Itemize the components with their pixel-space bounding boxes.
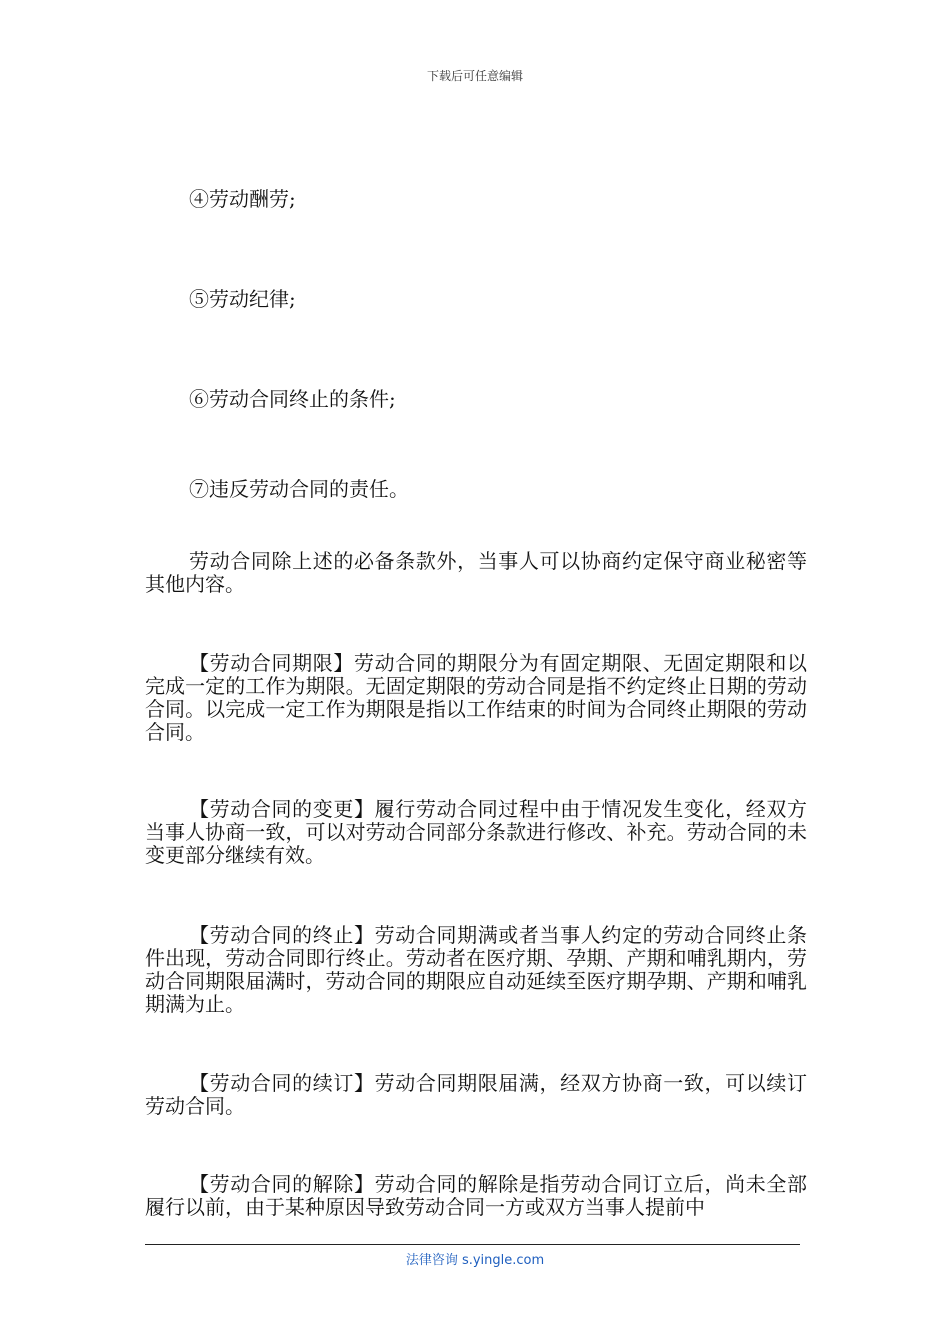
paragraph-contract-change: 【劳动合同的变更】履行劳动合同过程中由于情况发生变化，经双方当事人协商一致，可以对劳动合同部分条款进行修改、补充。劳动合同的未变更部分继续有效。 [145,797,807,867]
header-note: 下载后可任意编辑 [426,69,523,83]
list-item: ④劳动酬劳; [189,187,296,211]
footer-link[interactable]: 法律咨询 s.yingle.com [405,1253,545,1268]
paragraph-contract-term: 【劳动合同期限】劳动合同的期限分为有固定期限、无固定期限和以完成一定的工作为期限。无固定期限的劳动合同是指不约定终止日期的劳动合同。以完成一定工作为期限是指以工作结束的时间为合同终止期限的劳动合同。 [145,651,807,744]
list-item: ⑥劳动合同终止的条件; [189,387,396,411]
paragraph-contract-renewal: 【劳动合同的续订】劳动合同期限届满，经双方协商一致，可以续订劳动合同。 [145,1071,807,1118]
paragraph-contract-dissolution: 【劳动合同的解除】劳动合同的解除是指劳动合同订立后，尚未全部履行以前，由于某种原因导致劳动合同一方或双方当事人提前中 [145,1172,807,1219]
list-item: ⑦违反劳动合同的责任。 [189,477,409,501]
list-item: ⑤劳动纪律; [189,287,296,311]
paragraph-contract-termination: 【劳动合同的终止】劳动合同期满或者当事人约定的劳动合同终止条件出现，劳动合同即行终止。劳动者在医疗期、孕期、产期和哺乳期内，劳动合同期限届满时，劳动合同的期限应自动延续至医疗期孕期、产期和哺乳期满为止。 [145,923,807,1016]
footer-divider [145,1244,800,1245]
paragraph: 劳动合同除上述的必备条款外，当事人可以协商约定保守商业秘密等其他内容。 [145,549,807,596]
